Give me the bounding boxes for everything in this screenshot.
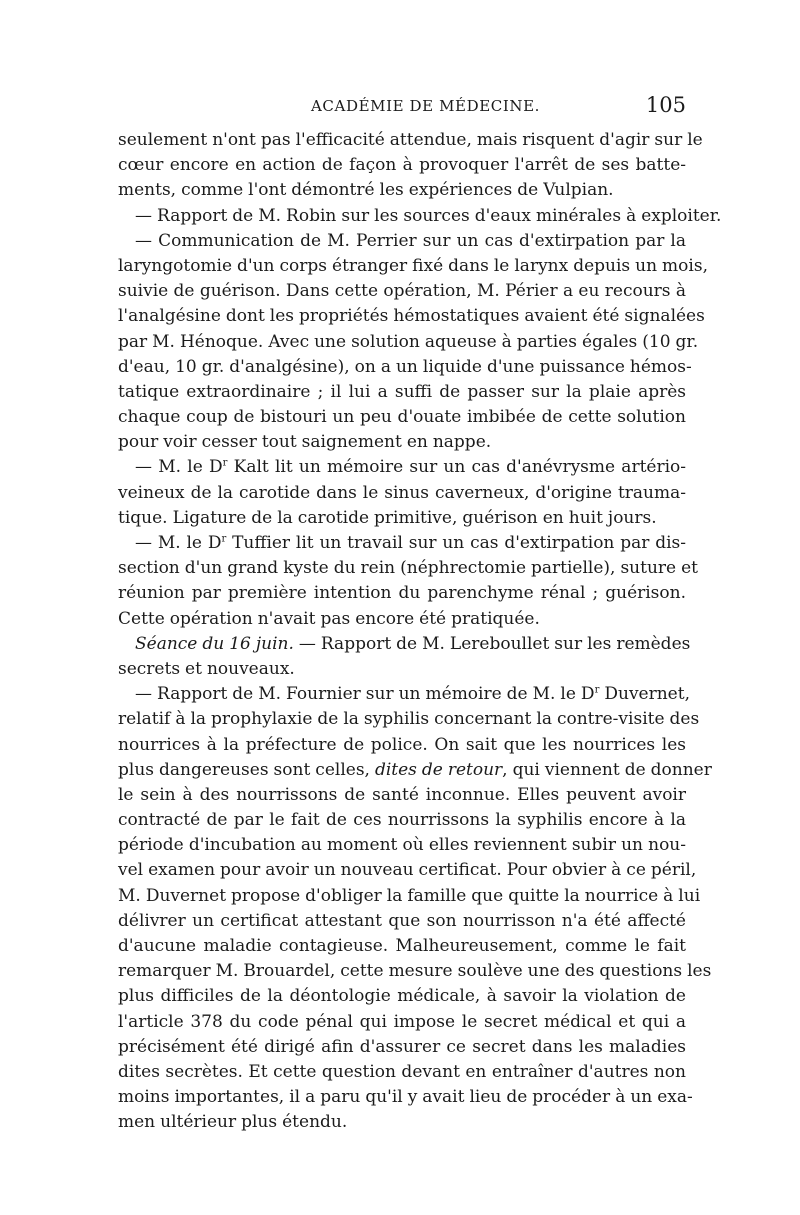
line-rest: , qui viennent de donner (502, 759, 712, 780)
page-header (118, 93, 686, 123)
text-line (118, 632, 691, 657)
text-line: délivrer un certificat attestant que son nourrisson n'a été affecté (118, 910, 686, 931)
doctor-abbrev-sup: r (222, 457, 228, 469)
line-rest: Duvernet, (599, 684, 690, 705)
text-line: section d'un grand kyste du rein (néphrectomie partielle), suture et (118, 558, 698, 579)
body-text (118, 128, 722, 1136)
line-start: — M. le D (135, 457, 223, 478)
doctor-abbrev-sup: r (221, 533, 227, 545)
text-line: pour voir cesser tout saignement en nappe. (118, 432, 492, 453)
text-line (118, 682, 690, 707)
text-line: nourrices à la préfecture de police. On sait que les nourrices les (118, 734, 686, 755)
text-line: laryngotomie d'un corps étranger fixé dans le larynx depuis un mois, (118, 255, 708, 276)
text-line: tique. Ligature de la carotide primitive, guérison en huit jours. (118, 507, 657, 528)
text-line: — Rapport de M. Robin sur les sources d'eaux minérales à exploiter. (135, 205, 722, 226)
line-rest: Tuffier lit un travail sur un cas d'extirpation par dis- (226, 533, 686, 553)
text-line (118, 758, 712, 783)
text-line: d'aucune maladie contagieuse. Malheureusement, comme le fait (118, 936, 686, 956)
text-line: dites secrètes. Et cette question devant en entraîner d'autres non (118, 1061, 686, 1082)
line-rest: — Rapport de M. Lereboullet sur les remèdes (293, 633, 691, 654)
text-line: d'eau, 10 gr. d'analgésine), on a un liquide d'une puissance hémos- (118, 356, 692, 377)
text-line: — Communication de M. Perrier sur un cas d'extirpation par la (135, 230, 686, 251)
text-line: période d'incubation au moment où elles reviennent subir un nou- (118, 835, 686, 856)
text-line: cœur encore en action de façon à provoquer l'arrêt de ses batte- (118, 155, 686, 176)
text-line: seulement n'ont pas l'efficacité attendue, mais risquent d'agir sur le (118, 130, 703, 150)
text-line: M. Duvernet propose d'obliger la famille que quitte la nourrice à lui (118, 885, 701, 906)
text-line: par M. Hénoque. Avec une solution aqueuse à parties égales (10 gr. (118, 331, 699, 352)
text-line: précisément été dirigé afin d'assurer ce secret dans les maladies (118, 1036, 686, 1057)
text-line: vel examen pour avoir un nouveau certificat. Pour obvier à ce péril, (118, 860, 697, 881)
text-line (118, 455, 686, 480)
text-line: moins importantes, il a paru qu'il y avait lieu de procéder à un exa- (118, 1087, 693, 1108)
text-line: relatif à la prophylaxie de la syphilis concernant la contre-visite des (118, 709, 700, 730)
text-line: suivie de guérison. Dans cette opération, M. Périer a eu recours à (118, 281, 686, 302)
text-line: secrets et nouveaux. (118, 658, 295, 679)
line-start: plus dangereuses sont celles, (118, 759, 375, 780)
text-line: chaque coup de bistouri un peu d'ouate imbibée de cette solution (118, 407, 686, 428)
text-line: plus difficiles de la déontologie médicale, à savoir la violation de (118, 986, 686, 1007)
doctor-abbrev-sup: r (594, 684, 600, 696)
page-number: 105 (645, 93, 686, 117)
text-line: veineux de la carotide dans le sinus caverneux, d'origine trauma- (118, 482, 686, 503)
text-line: réunion par première intention du parenchyme rénal ; guérison. (118, 583, 686, 604)
italic-term: dites de retour (374, 759, 503, 780)
line-start: — M. le D (135, 533, 222, 553)
text-line (118, 531, 686, 556)
text-line: le sein à des nourrissons de santé inconnue. Elles peuvent avoir (118, 784, 686, 805)
running-title: ACADÉMIE DE MÉDECINE. (311, 97, 540, 115)
line-rest: Kalt lit un mémoire sur un cas d'anévrysme artério- (227, 457, 687, 478)
text-line: men ultérieur plus étendu. (118, 1112, 348, 1133)
session-date: Séance du 16 juin. (135, 633, 294, 654)
text-line: ments, comme l'ont démontré les expériences de Vulpian. (118, 180, 614, 201)
text-line: tatique extraordinaire ; il lui a suffi de passer sur la plaie après (118, 381, 686, 402)
line-start: — Rapport de M. Fournier sur un mémoire de M. le D (135, 684, 595, 705)
text-line: contracté de par le fait de ces nourrissons la syphilis encore à la (118, 810, 686, 831)
text-line: l'analgésine dont les propriétés hémostatiques avaient été signalées (118, 306, 705, 327)
text-line: remarquer M. Brouardel, cette mesure soulève une des questions les (118, 961, 712, 982)
text-line: l'article 378 du code pénal qui impose le secret médical et qui a (118, 1011, 686, 1032)
text-line: Cette opération n'avait pas encore été pratiquée. (118, 608, 540, 629)
